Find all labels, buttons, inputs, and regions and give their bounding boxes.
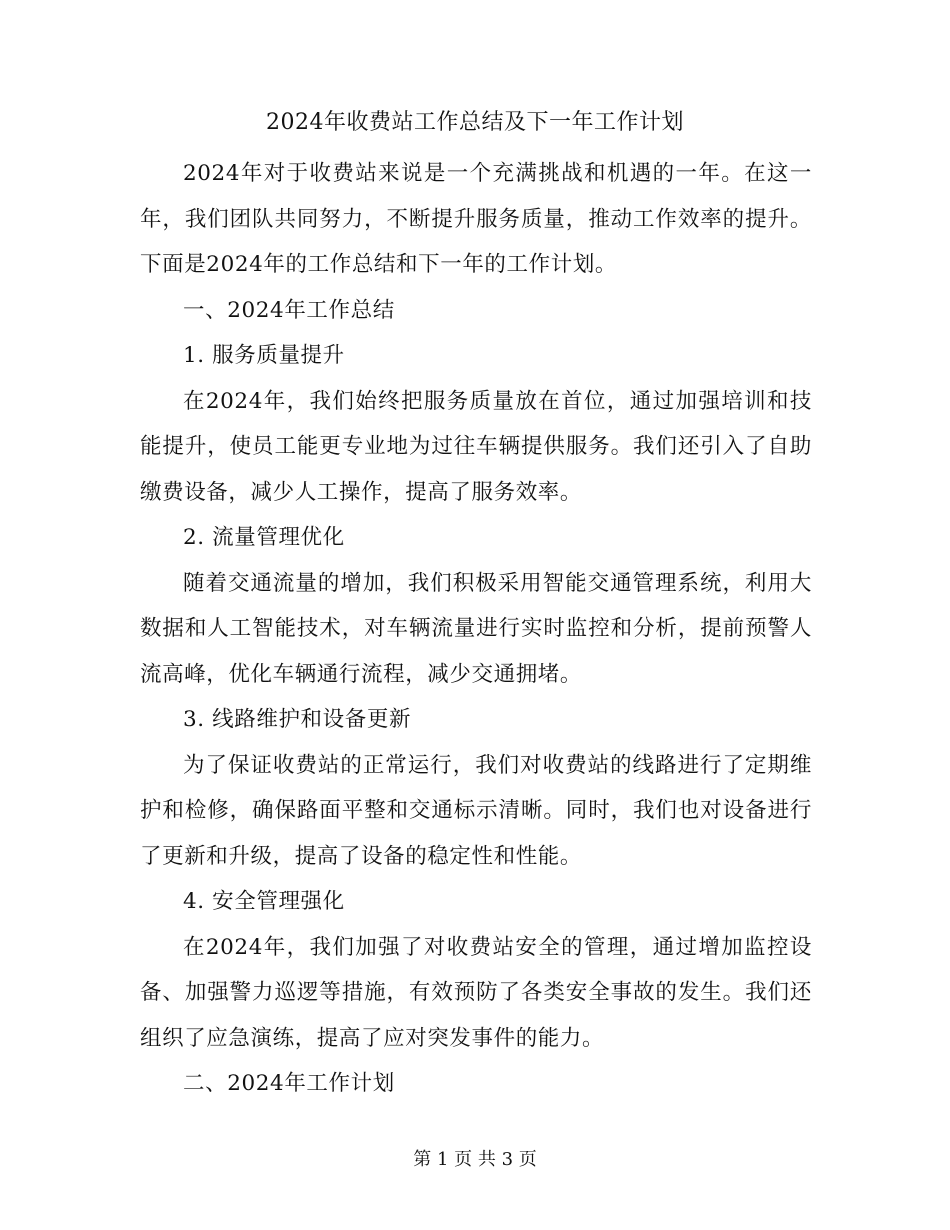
paragraph-safety: 在2024年，我们加强了对收费站安全的管理，通过增加监控设备、加强警力巡逻等措施，有效预防了各类安全事故的发生。我们还组织了应急演练，提高了应对突发事件的能力。 — [140, 934, 812, 1051]
intro-paragraph: 2024年对于收费站来说是一个充满挑战和机遇的一年。在这一年，我们团队共同努力，不断提升服务质量，推动工作效率的提升。下面是2024年的工作总结和下一年的工作计划。 — [140, 161, 812, 277]
paragraph-service-quality: 在2024年，我们始终把服务质量放在首位，通过加强培训和技能提升，使员工能更专业地为过往车辆提供服务。我们还引入了自助缴费设备，减少人工操作，提高了服务效率。 — [140, 388, 812, 505]
paragraph-traffic-management: 随着交通流量的增加，我们积极采用智能交通管理系统，利用大数据和人工智能技术，对车辆流量进行实时监控和分析，提前预警人流高峰，优化车辆通行流程，减少交通拥堵。 — [140, 570, 812, 687]
paragraph-maintenance: 为了保证收费站的正常运行，我们对收费站的线路进行了定期维护和检修，确保路面平整和交通标示清晰。同时，我们也对设备进行了更新和升级，提高了设备的稳定性和性能。 — [140, 752, 812, 869]
subheading-maintenance: 3. 线路维护和设备更新 — [183, 707, 412, 732]
section-heading-summary: 一、2024年工作总结 — [183, 297, 395, 323]
document-title: 2024年收费站工作总结及下一年工作计划 — [266, 110, 684, 135]
subheading-service-quality: 1. 服务质量提升 — [183, 343, 345, 368]
page-number-label: 第 1 页 共 3 页 — [413, 1149, 537, 1170]
subheading-traffic-management: 2. 流量管理优化 — [183, 525, 345, 550]
page-footer — [0, 1148, 950, 1172]
document-body — [140, 151, 812, 1107]
section-heading-plan: 二、2024年工作计划 — [183, 1071, 395, 1096]
subheading-safety: 4. 安全管理强化 — [183, 889, 345, 914]
